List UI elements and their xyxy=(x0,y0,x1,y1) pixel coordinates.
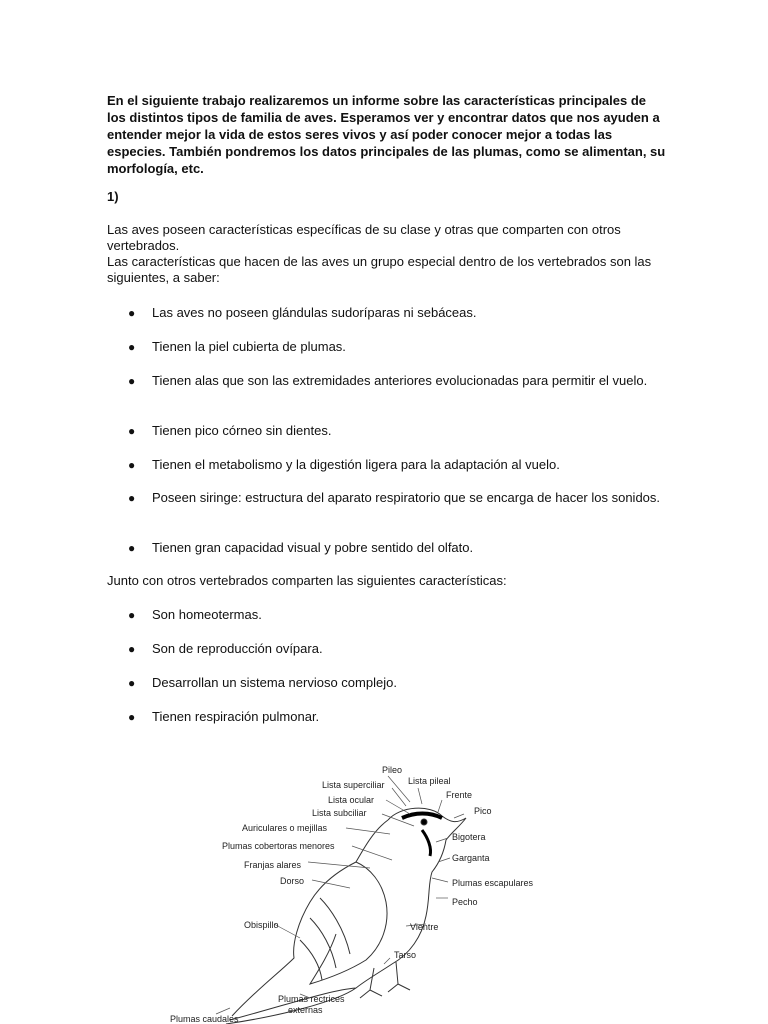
label-plumas-rectrices: Plumas rectrices xyxy=(278,994,345,1004)
label-dorso: Dorso xyxy=(280,876,305,886)
bird-anatomy-figure xyxy=(160,758,560,1024)
paragraph-general: Las aves poseen características específicas de su clase y otras que comparten con otros vertebrados. xyxy=(107,222,621,253)
bullet-icon: ● xyxy=(128,608,136,622)
bullet-icon: ● xyxy=(128,541,136,555)
label-auriculares: Auriculares o mejillas xyxy=(242,823,328,833)
label-pecho: Pecho xyxy=(452,897,478,907)
label-garganta: Garganta xyxy=(452,853,490,863)
label-plumas-cobertoras: Plumas cobertoras menores xyxy=(222,841,335,851)
label-plumas-rectrices-externas: externas xyxy=(288,1005,323,1015)
bullet-icon: ● xyxy=(128,710,136,724)
label-pico: Pico xyxy=(474,806,492,816)
list-item: ● Son de reproducción ovípara. xyxy=(128,641,323,656)
label-pileo: Pileo xyxy=(382,765,403,775)
label-lista-pileal: Lista pileal xyxy=(408,776,451,786)
list-item: ● Tienen alas que son las extremidades anteriores evolucionadas para permitir el vuelo. xyxy=(128,373,648,388)
bullet-icon: ● xyxy=(128,306,136,320)
label-vientre: Vientre xyxy=(410,922,439,932)
list-item: ● Tienen respiración pulmonar. xyxy=(128,709,320,724)
bullet-icon: ● xyxy=(128,340,136,354)
eye-stripe xyxy=(402,814,442,819)
label-plumas-escapulares: Plumas escapulares xyxy=(452,878,534,888)
bullet-icon: ● xyxy=(128,676,136,690)
moustache-stripe xyxy=(422,830,431,856)
eye xyxy=(421,819,427,825)
list-item: ● Tienen el metabolismo y la digestión ligera para la adaptación al vuelo. xyxy=(128,457,560,472)
label-frente: Frente xyxy=(446,790,473,800)
list-item: ● Desarrollan un sistema nervioso complejo. xyxy=(128,675,397,690)
list-item: ● Las aves no poseen glándulas sudoríparas ni sebáceas. xyxy=(128,305,477,320)
bullet-icon: ● xyxy=(128,642,136,656)
intro-paragraph: En el siguiente trabajo realizaremos un informe sobre las características principales de los distintos tipos de familia de aves. Esperamos ver y encontrar datos que nos ayuden a entender mejor la vida de estos seres vivos y así poder conocer mejor a todas las especies. También pondremos los datos principales de las plumas, como se alimentan, su morfología, etc. xyxy=(107,93,666,176)
paragraph-characteristics: Las características que hacen de las aves un grupo especial dentro de los vertebrados son las siguientes, a saber: xyxy=(107,254,652,285)
label-lista-subciliar: Lista subciliar xyxy=(312,808,367,818)
figure-labels xyxy=(170,765,534,1024)
label-obispillo: Obispillo xyxy=(244,920,279,930)
label-franjas-alares: Franjas alares xyxy=(244,860,302,870)
label-bigotera: Bigotera xyxy=(452,832,486,842)
list-item: ● Tienen gran capacidad visual y pobre sentido del olfato. xyxy=(128,540,474,555)
bullet-icon: ● xyxy=(128,458,136,472)
bird-anatomy-svg xyxy=(160,758,560,1024)
label-tarso: Tarso xyxy=(394,950,417,960)
list-item: ● Tienen pico córneo sin dientes. xyxy=(128,423,332,438)
bullet-icon: ● xyxy=(128,374,136,388)
list-item: ● Son homeotermas. xyxy=(128,607,262,622)
bullet-icon: ● xyxy=(128,491,136,505)
list-item: ● Poseen siringe: estructura del aparato respiratorio que se encarga de hacer los sonidos. xyxy=(128,490,661,505)
label-lista-superciliar: Lista superciliar xyxy=(322,780,385,790)
label-lista-ocular: Lista ocular xyxy=(328,795,375,805)
paragraph-shared: Junto con otros vertebrados comparten las siguientes características: xyxy=(107,573,507,588)
section-number: 1) xyxy=(107,189,119,204)
bullet-icon: ● xyxy=(128,424,136,438)
list-item: ● Tienen la piel cubierta de plumas. xyxy=(128,339,346,354)
label-plumas-caudales: Plumas caudales xyxy=(170,1014,239,1024)
